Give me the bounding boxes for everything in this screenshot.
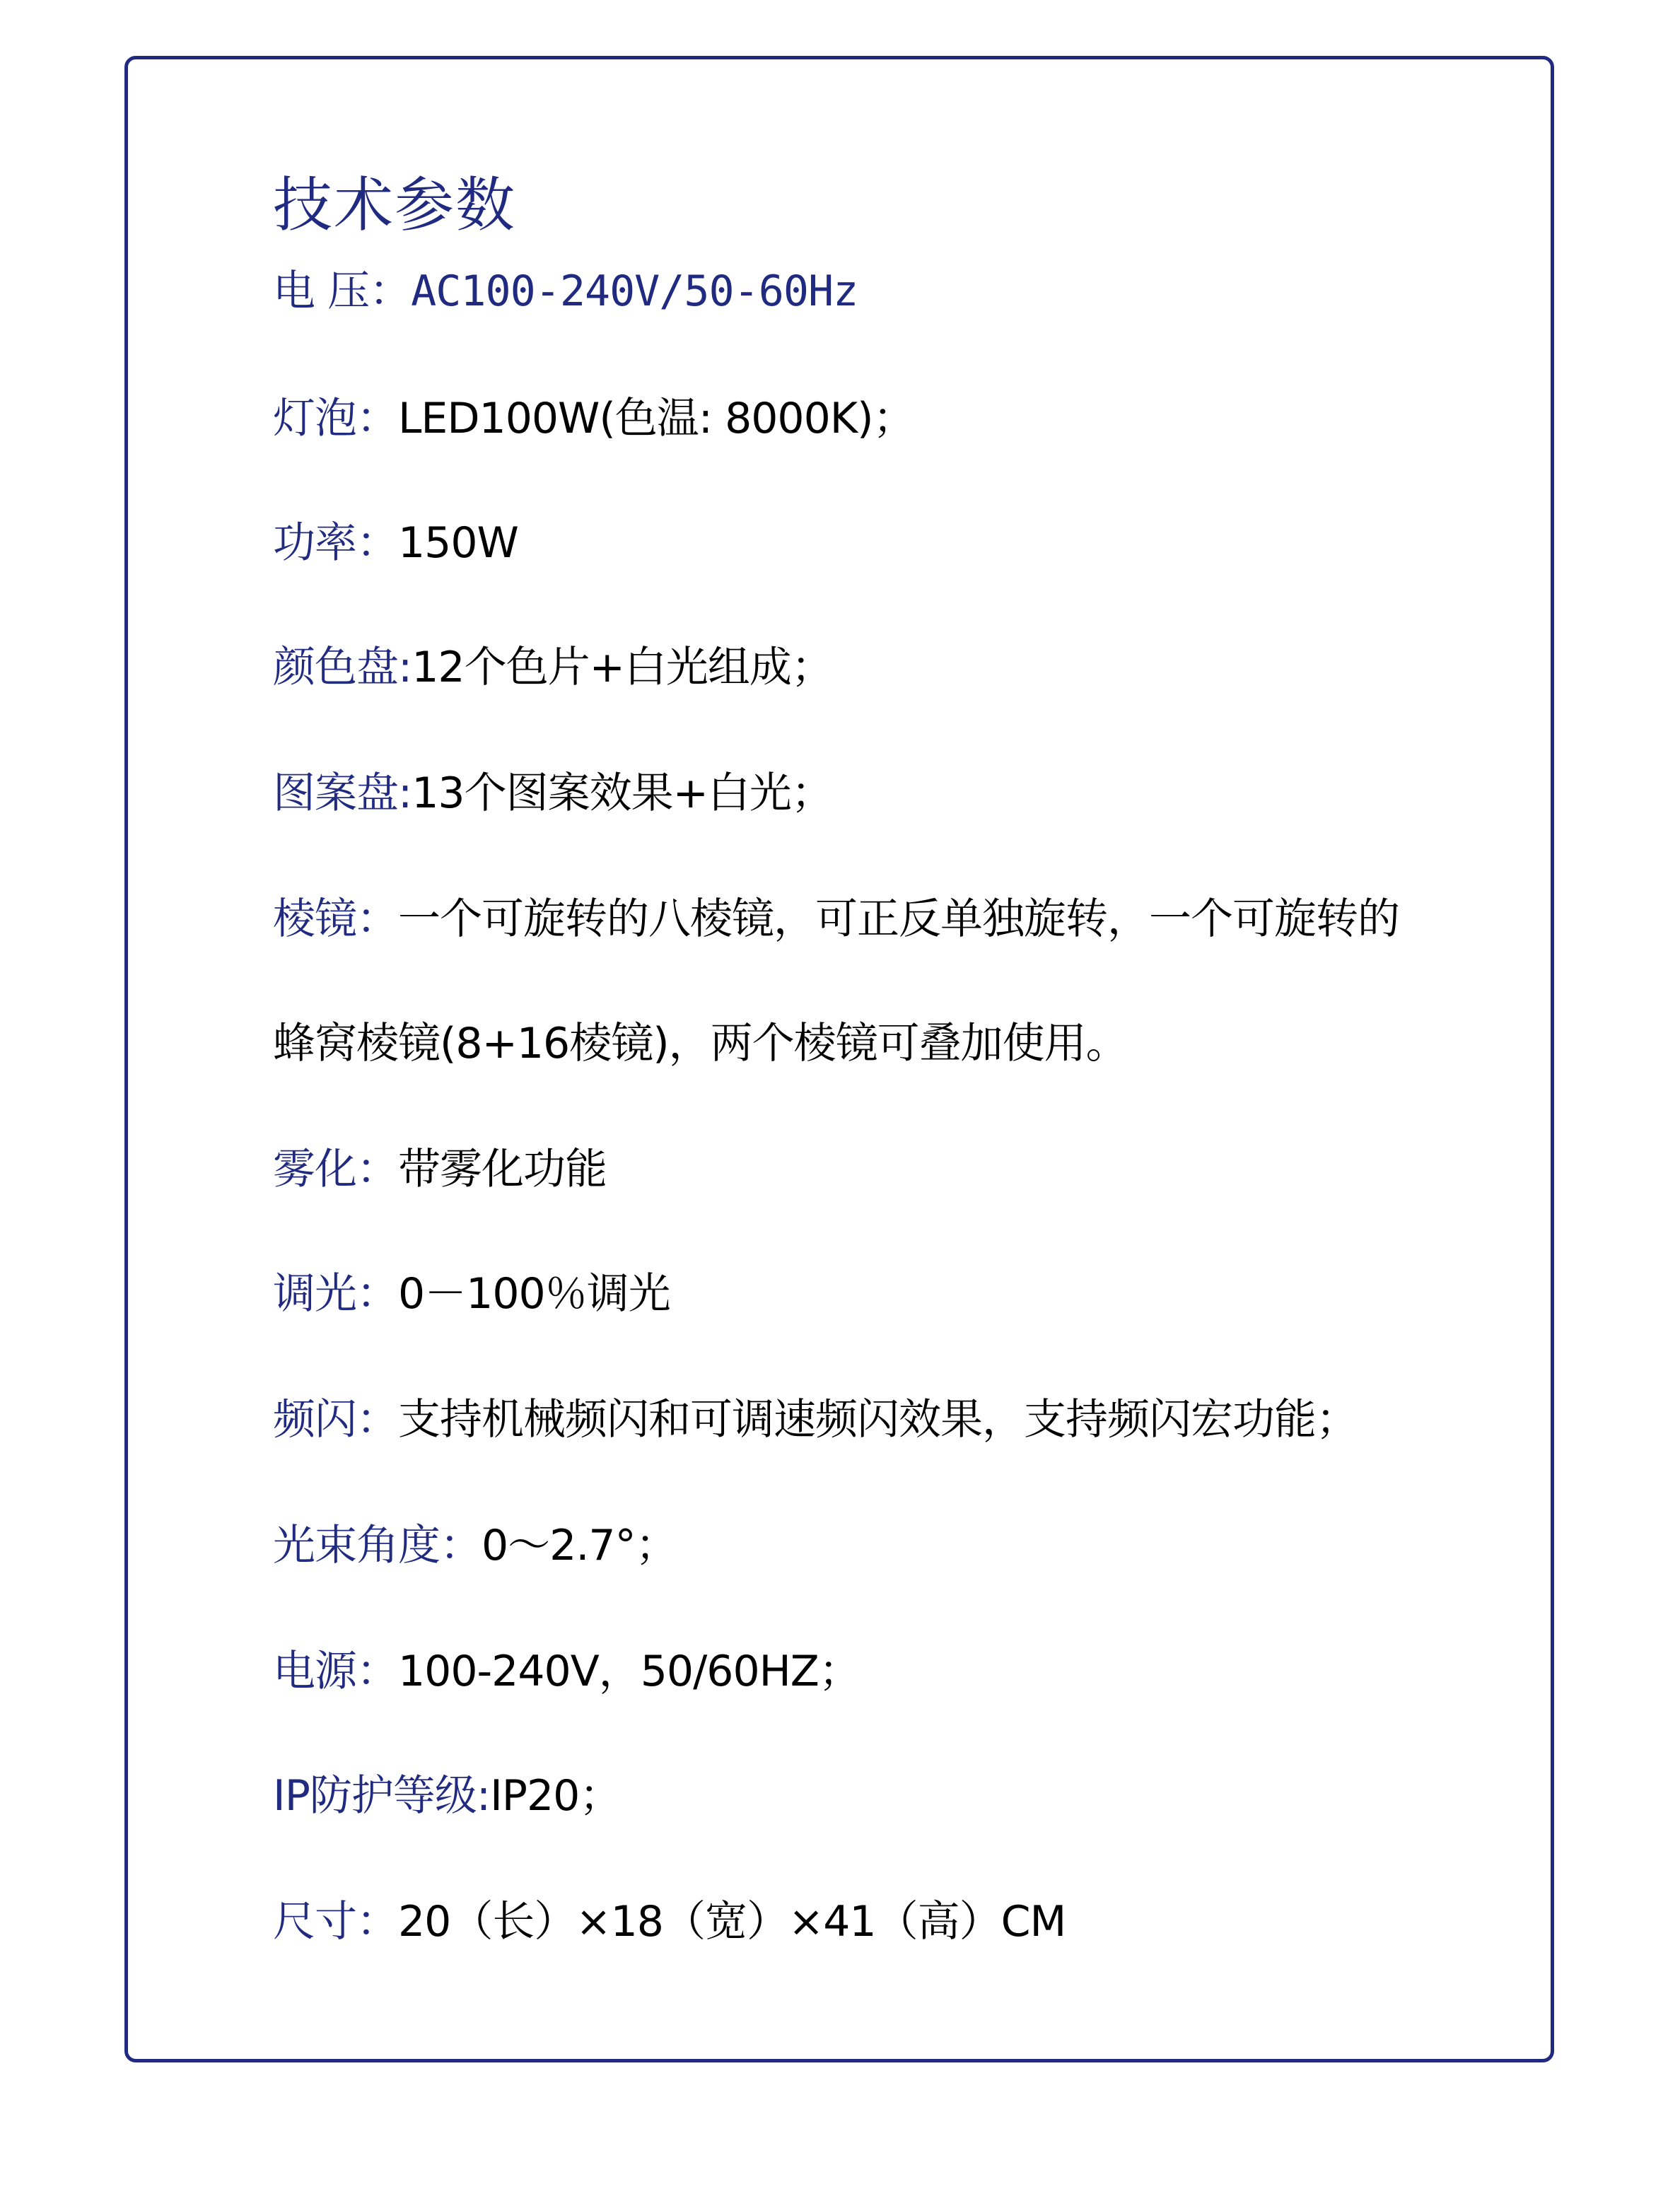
spec-dimming (273, 1266, 670, 1322)
spec-label: 雾化： (273, 1145, 398, 1194)
spec-label: 灯泡： (273, 394, 398, 443)
spec-power (273, 515, 518, 571)
spec-value: 0～2.7°； (482, 1521, 677, 1570)
spec-gobo-wheel (273, 765, 833, 822)
spec-beam-angle (273, 1517, 677, 1574)
spec-value: 150W (398, 518, 518, 568)
spec-value: IP20； (490, 1771, 622, 1821)
spec-voltage (273, 263, 858, 320)
spec-prism-continued (273, 1015, 1128, 1072)
spec-power-supply (273, 1643, 861, 1700)
spec-value: 20（长）×18（宽）×41（高）CM (398, 1897, 1066, 1946)
spec-color-wheel (273, 639, 833, 696)
spec-value: 支持机械频闪和可调速频闪效果，支持频闪宏功能； (398, 1395, 1358, 1444)
spec-label: 光束角度： (273, 1521, 482, 1570)
spec-prism (273, 891, 1399, 947)
spec-label: 功率： (273, 518, 398, 568)
spec-label: 频闪： (273, 1395, 398, 1444)
spec-ip-rating (273, 1768, 621, 1824)
spec-dimensions (273, 1893, 1066, 1950)
spec-value: 蜂窝棱镜(8+16棱镜)，两个棱镜可叠加使用。 (273, 1019, 1128, 1068)
spec-value: 带雾化功能 (398, 1145, 607, 1194)
spec-strobe (273, 1391, 1358, 1448)
spec-value: 0－100％调光 (398, 1269, 670, 1319)
spec-value: 12个色片+白光组成； (412, 643, 833, 692)
spec-value: AC100-240V/50-60Hz (411, 267, 858, 316)
spec-label: 电 压： (273, 267, 412, 316)
spec-label: 棱镜： (273, 894, 398, 944)
spec-label: IP防护等级: (273, 1771, 491, 1821)
page-title: 技术参数 (273, 170, 517, 240)
spec-label: 颜色盘: (273, 643, 412, 692)
spec-value: 13个图案效果+白光； (412, 769, 833, 818)
spec-bulb (273, 390, 915, 447)
spec-label: 尺寸： (273, 1897, 398, 1946)
spec-label: 图案盘: (273, 769, 412, 818)
spec-label: 调光： (273, 1269, 398, 1319)
spec-value: LED100W(色温: 8000K)； (398, 394, 915, 443)
spec-label: 电源： (273, 1647, 398, 1696)
spec-value: 一个可旋转的八棱镜，可正反单独旋转，一个可旋转的 (398, 894, 1399, 944)
spec-value: 100-240V，50/60HZ； (398, 1647, 861, 1696)
spec-frost (273, 1141, 607, 1198)
